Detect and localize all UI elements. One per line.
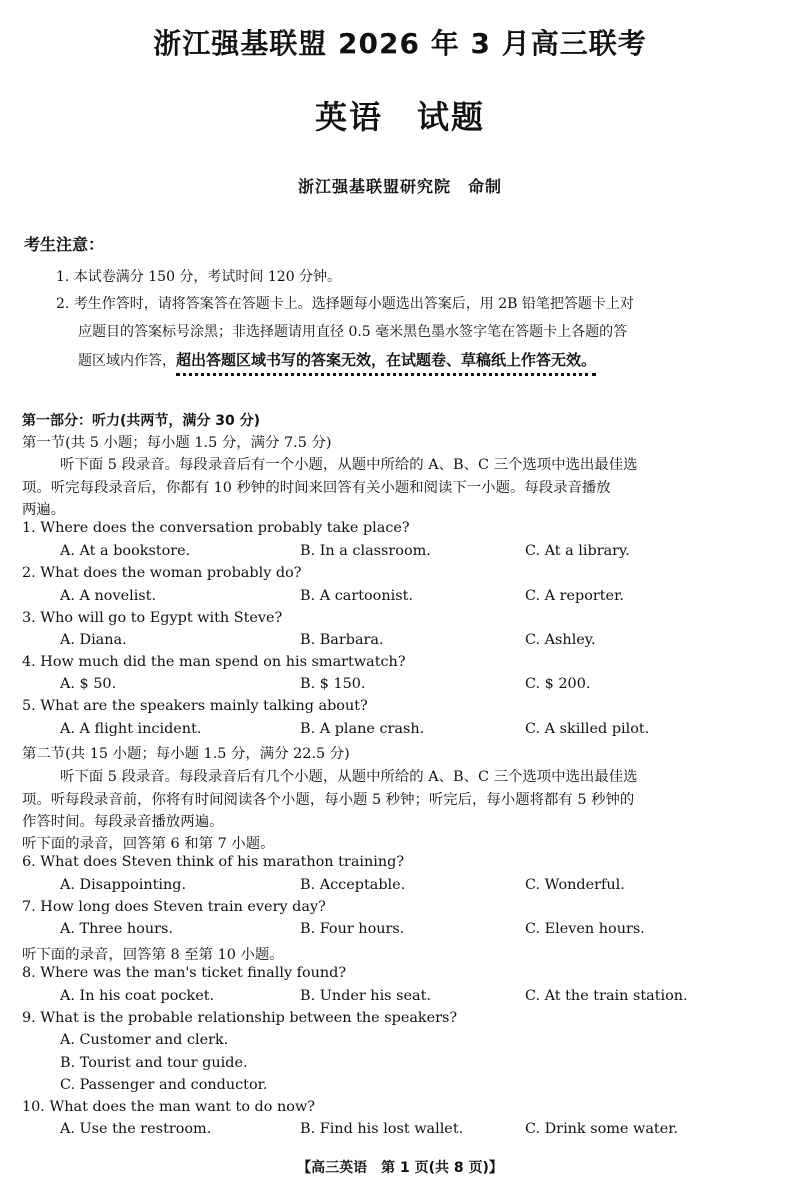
question-8-stem: 8. Where was the man's ticket finally found? xyxy=(22,965,347,981)
question-2-option-c: C. A reporter. xyxy=(525,588,624,604)
question-10-stem: 10. What does the man want to do now? xyxy=(22,1099,315,1115)
question-8-option-c: C. At the train station. xyxy=(525,988,688,1004)
part1-heading: 第一部分：听力(共两节，满分 30 分) xyxy=(22,413,261,429)
question-10-option-b: B. Find his lost wallet. xyxy=(300,1121,464,1137)
question-10-option-a: A. Use the restroom. xyxy=(60,1121,212,1137)
question-2-option-b: B. A cartoonist. xyxy=(300,588,413,604)
question-7-option-a: A. Three hours. xyxy=(60,921,173,937)
exam-title: 浙江强基联盟 2026 年 3 月高三联考 xyxy=(153,27,647,60)
question-9-option-a: A. Customer and clerk. xyxy=(60,1032,229,1048)
question-9-stem: 9. What is the probable relationship between the speakers? xyxy=(22,1010,458,1026)
question-3-stem: 3. Who will go to Egypt with Steve? xyxy=(22,610,283,626)
question-2-option-a: A. A novelist. xyxy=(60,588,157,604)
question-5-option-b: B. A plane crash. xyxy=(300,721,425,737)
question-1-option-c: C. At a library. xyxy=(525,543,630,559)
section1-instruction-1: 听下面 5 段录音。每段录音后有一个小题，从题中所给的 A、B、C 三个选项中选出最佳选 xyxy=(60,457,638,473)
question-1-option-b: B. In a classroom. xyxy=(300,543,431,559)
question-4-option-b: B. $ 150. xyxy=(300,676,366,692)
subject-title: 英语 试题 xyxy=(314,98,485,136)
question-6-stem: 6. What does Steven think of his marathon training? xyxy=(22,854,405,870)
question-3-option-c: C. Ashley. xyxy=(525,632,596,648)
question-4-option-c: C. $ 200. xyxy=(525,676,591,692)
notice-heading: 考生注意： xyxy=(24,235,105,254)
question-5-option-c: C. A skilled pilot. xyxy=(525,721,650,737)
question-1-stem: 1. Where does the conversation probably take place? xyxy=(22,520,410,536)
question-7-option-b: B. Four hours. xyxy=(300,921,405,937)
question-2-stem: 2. What does the woman probably do? xyxy=(22,565,302,581)
question-4-stem: 4. How much did the man spend on his smartwatch? xyxy=(22,654,406,670)
notice-emphasis: 超出答题区域书写的答案无效，在试题卷、草稿纸上作答无效。 xyxy=(176,351,596,376)
question-3-option-a: A. Diana. xyxy=(60,632,127,648)
notice-item-1: 1. 本试卷满分 150 分，考试时间 120 分钟。 xyxy=(56,269,342,285)
section1-instruction-2: 项。听完每段录音后，你都有 10 秒钟的时间来回答有关小题和阅读下一小题。每段录音播放 xyxy=(22,480,611,496)
question-3-option-b: B. Barbara. xyxy=(300,632,384,648)
question-10-option-c: C. Drink some water. xyxy=(525,1121,679,1137)
question-9-option-b: B. Tourist and tour guide. xyxy=(60,1055,248,1071)
section1-heading: 第一节(共 5 小题；每小题 1.5 分，满分 7.5 分) xyxy=(22,435,332,451)
section2-instruction-3: 作答时间。每段录音播放两遍。 xyxy=(22,814,224,830)
notice-item-2-line-3-text: 题区域内作答， xyxy=(78,353,176,369)
cue-questions-6-7: 听下面的录音，回答第 6 和第 7 小题。 xyxy=(22,836,275,852)
question-5-option-a: A. A flight incident. xyxy=(60,721,202,737)
question-8-option-a: A. In his coat pocket. xyxy=(60,988,215,1004)
question-7-option-c: C. Eleven hours. xyxy=(525,921,645,937)
question-5-stem: 5. What are the speakers mainly talking about? xyxy=(22,698,368,714)
section1-instruction-3: 两遍。 xyxy=(22,502,66,518)
question-6-option-b: B. Acceptable. xyxy=(300,877,406,893)
section2-instruction-1: 听下面 5 段录音。每段录音后有几个小题，从题中所给的 A、B、C 三个选项中选出最佳选 xyxy=(60,769,638,785)
page-footer: 【高三英语 第 1 页(共 8 页)】 xyxy=(297,1160,503,1176)
question-1-option-a: A. At a bookstore. xyxy=(60,543,191,559)
section2-instruction-2: 项。听每段录音前，你将有时间阅读各个小题，每小题 5 秒钟；听完后，每小题将都有 5 秒钟的 xyxy=(22,792,635,808)
notice-item-2-line-1: 2. 考生作答时，请将答案答在答题卡上。选择题每小题选出答案后，用 2B 铅笔把答题卡上对 xyxy=(56,296,634,312)
question-8-option-b: B. Under his seat. xyxy=(300,988,431,1004)
notice-item-2-line-2: 应题目的答案标号涂黑；非选择题请用直径 0.5 毫米黑色墨水签字笔在答题卡上各题的答 xyxy=(78,324,628,340)
notice-item-2-line-3 xyxy=(78,349,596,370)
question-7-stem: 7. How long does Steven train every day? xyxy=(22,899,326,915)
section2-heading: 第二节(共 15 小题；每小题 1.5 分，满分 22.5 分) xyxy=(22,746,350,762)
author-line: 浙江强基联盟研究院 命制 xyxy=(297,177,502,196)
question-4-option-a: A. $ 50. xyxy=(60,676,117,692)
question-6-option-a: A. Disappointing. xyxy=(60,877,187,893)
question-9-option-c: C. Passenger and conductor. xyxy=(60,1077,268,1093)
question-6-option-c: C. Wonderful. xyxy=(525,877,625,893)
cue-questions-8-10: 听下面的录音，回答第 8 至第 10 小题。 xyxy=(22,947,284,963)
